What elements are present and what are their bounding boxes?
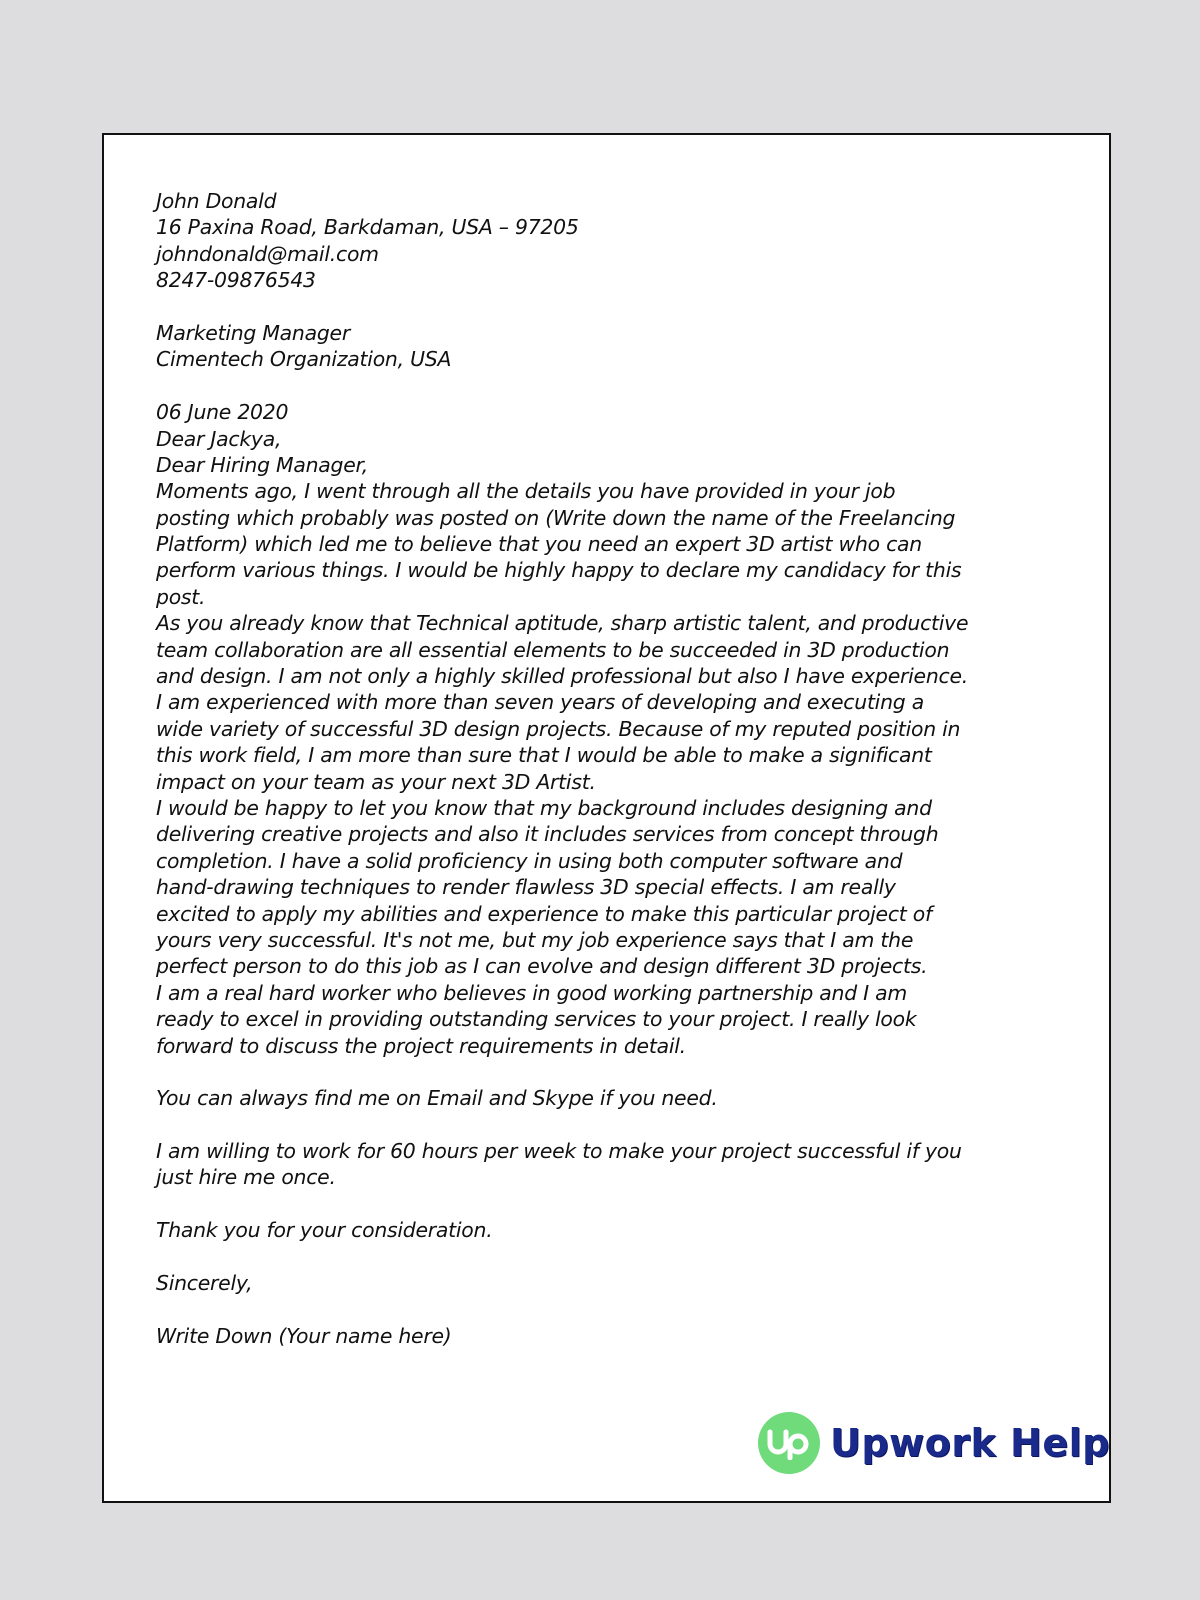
contact-note: You can always find me on Email and Skype if you need.: [156, 1086, 718, 1111]
body-line: perform various things. I would be highly happy to declare my candidacy for this: [156, 558, 962, 583]
thanks: Thank you for your consideration.: [156, 1218, 493, 1243]
salutation: Dear Hiring Manager,: [156, 452, 368, 477]
body-line: I would be happy to let you know that my background includes designing and: [156, 795, 932, 820]
letter-text: [156, 188, 1101, 1349]
body-line: As you already know that Technical aptitude, sharp artistic talent, and productive: [156, 611, 969, 636]
body-line: ready to excel in providing outstanding services to your project. I really look: [156, 1007, 917, 1032]
availability-line: just hire me once.: [156, 1165, 336, 1190]
body-line: hand-drawing techniques to render flawless 3D special effects. I am really: [156, 875, 896, 900]
salutation: Dear Jackya,: [156, 426, 282, 451]
letter-page: [102, 133, 1111, 1503]
body-line: post.: [156, 584, 206, 609]
closing: Sincerely,: [156, 1271, 253, 1296]
body-line: forward to discuss the project requirements in detail.: [156, 1033, 686, 1058]
recipient-organization: Cimentech Organization, USA: [156, 347, 452, 372]
body-line: completion. I have a solid proficiency in using both computer software and: [156, 848, 903, 873]
body-line: perfect person to do this job as I can evolve and design different 3D projects.: [156, 954, 928, 979]
body-line: excited to apply my abilities and experience to make this particular project of: [156, 901, 932, 926]
body-line: impact on your team as your next 3D Artist.: [156, 769, 596, 794]
letter-body: [156, 478, 1101, 1059]
signature: Write Down (Your name here): [156, 1323, 452, 1348]
letter-date: 06 June 2020: [156, 400, 289, 425]
body-line: I am a real hard worker who believes in good working partnership and I am: [156, 980, 907, 1005]
sender-email: johndonald@mail.com: [156, 241, 379, 266]
sender-name: John Donald: [156, 189, 277, 213]
body-line: yours very successful. It's not me, but my job experience says that I am the: [156, 927, 914, 952]
body-line: delivering creative projects and also it includes services from concept through: [156, 822, 939, 847]
upwork-help-logo: [758, 1412, 1110, 1474]
body-line: and design. I am not only a highly skilled professional but also I have experience.: [156, 664, 968, 689]
body-line: Platform) which led me to believe that you need an expert 3D artist who can: [156, 532, 922, 557]
body-line: team collaboration are all essential elements to be succeeded in 3D production: [156, 637, 950, 662]
availability-line: I am willing to work for 60 hours per week to make your project successful if you: [156, 1139, 962, 1164]
body-line: wide variety of successful 3D design projects. Because of my reputed position in: [156, 716, 961, 741]
sender-phone: 8247-09876543: [156, 268, 316, 293]
recipient-title: Marketing Manager: [156, 320, 350, 345]
body-line: Moments ago, I went through all the details you have provided in your job: [156, 479, 896, 504]
sender-address: 16 Paxina Road, Barkdaman, USA – 97205: [156, 215, 579, 240]
upwork-logo-icon: [758, 1412, 820, 1474]
logo-text: Upwork Help: [830, 1421, 1110, 1465]
body-line: I am experienced with more than seven years of developing and executing a: [156, 690, 924, 715]
body-line: this work field, I am more than sure that I would be able to make a significant: [156, 743, 932, 768]
body-line: posting which probably was posted on (Write down the name of the Freelancing: [156, 505, 956, 530]
